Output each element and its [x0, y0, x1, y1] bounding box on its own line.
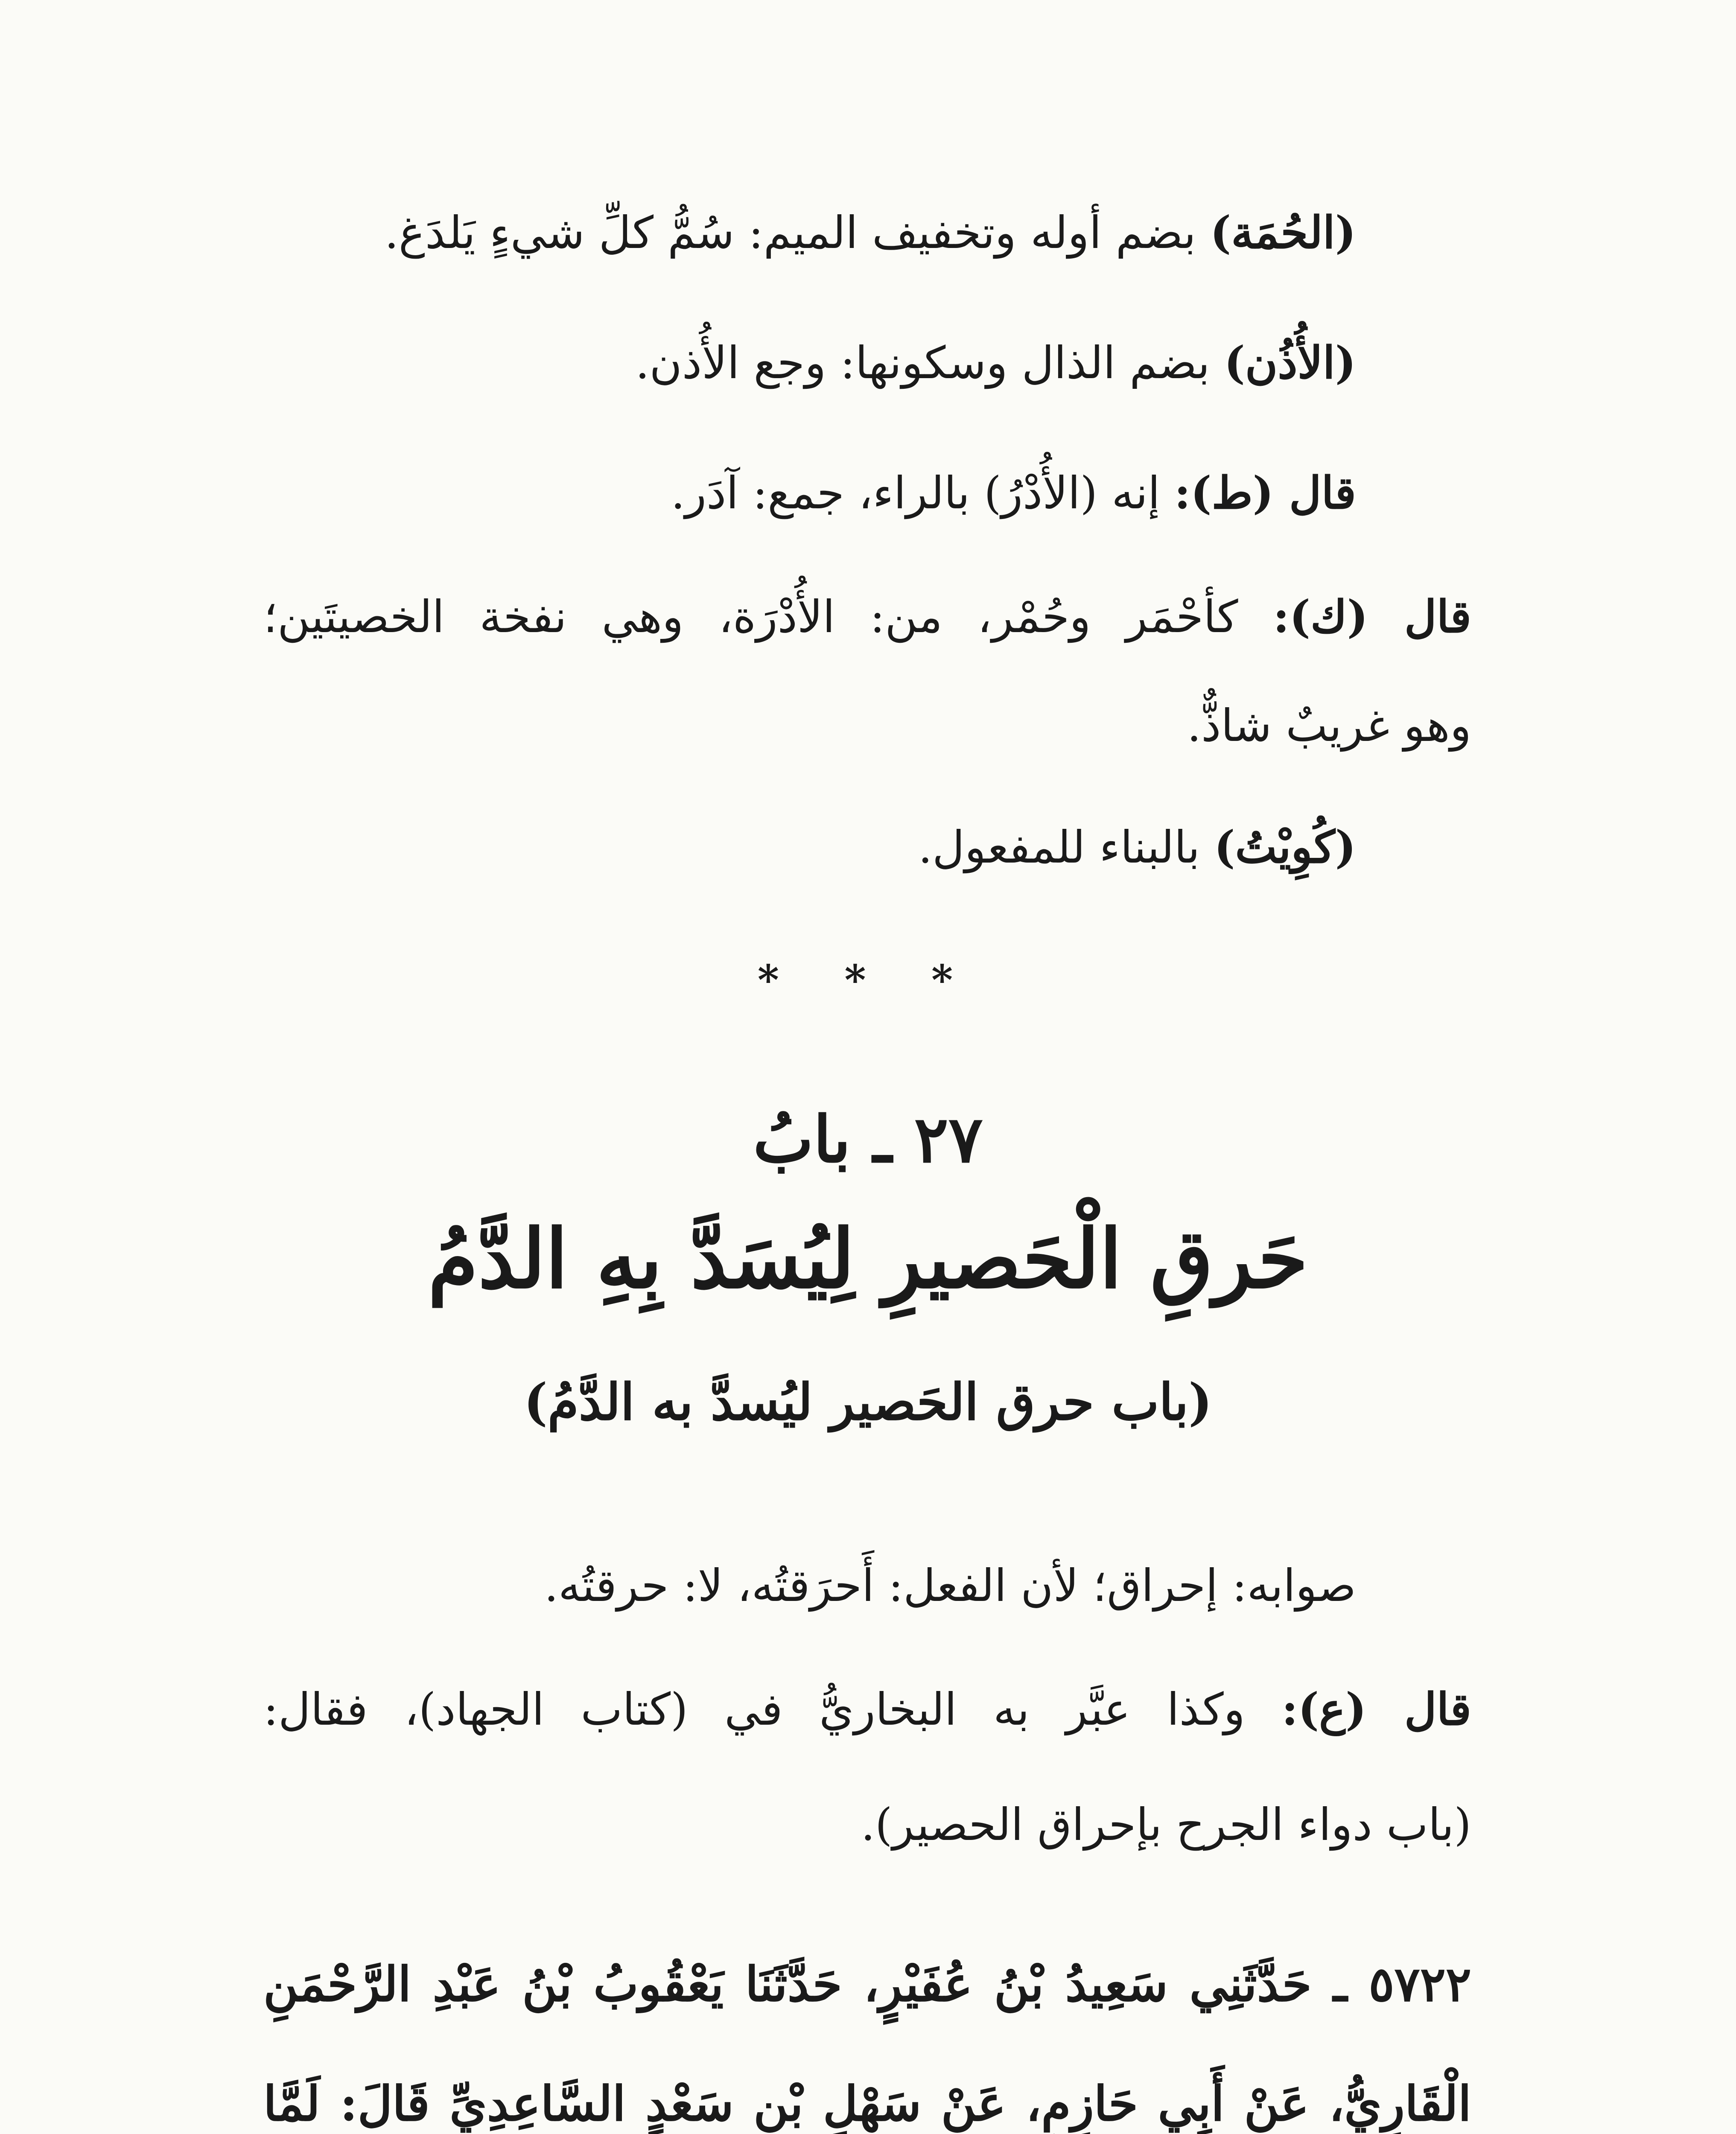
note-text: بضم الذال وسكونها: وجع الأُذن.: [635, 337, 1224, 389]
commentary-text: وكذا عبَّر به البخاريُّ في (كتاب الجهاد)، فقال:: [263, 1683, 1282, 1735]
note-term: قال (ط):: [1174, 466, 1356, 519]
note-text: وهو غريبٌ شاذٌّ.: [1187, 700, 1471, 752]
note-term: (الحُمَة): [1210, 206, 1356, 259]
note-term: قال (ك):: [1273, 590, 1471, 643]
note-text: إنه (الأُدْرُ) بالراء، جمع: آدَر.: [671, 467, 1174, 519]
note-text: كأحْمَر وحُمْر، من: الأُدْرَة، وهي نفخة الخصيتَين؛: [263, 591, 1273, 643]
hadith-line-1: ٥٧٢٢ ـ حَدَّثَنِي سَعِيدُ بْنُ عُفَيْرٍ، حَدَّثَنَا يَعْقُوبُ بْنُ عَبْدِ الرَّحْمَنِ: [263, 1956, 1472, 2012]
chapter-title: حَرقِ الْحَصيرِ لِيُسَدَّ بِهِ الدَّمُ: [428, 1211, 1308, 1306]
commentary-text: صوابه: إحراق؛ لأن الفعل: أَحرَقتُه، لا: حرقتُه.: [544, 1560, 1356, 1612]
note-line-5: [263, 694, 1471, 758]
note-text: بالبناء للمفعول.: [918, 821, 1214, 873]
note-term: (الأُذُن): [1224, 336, 1356, 389]
chapter-subtitle: (باب حرق الحَصير ليُسدَّ به الدَّمُ): [523, 1372, 1213, 1431]
note-term: (كُوِيْتُ): [1214, 821, 1356, 873]
commentary-line-2: [263, 1677, 1471, 1741]
note-line-4: [263, 585, 1471, 649]
note-line-1: [263, 201, 1356, 265]
note-line-2: [263, 331, 1356, 395]
note-line-3: [263, 461, 1356, 525]
commentary-line-3: [263, 1793, 1471, 1857]
note-line-6: [263, 815, 1356, 879]
chapter-number: ٢٧ ـ بابُ: [753, 1102, 983, 1177]
commentary-line-1: [263, 1554, 1356, 1618]
commentary-text: (باب دواء الجرح بإحراق الحصير).: [861, 1799, 1471, 1851]
commentary-term: قال (ع):: [1281, 1683, 1471, 1735]
note-text: بضم أوله وتخفيف الميم: سُمُّ كلِّ شيءٍ يَلدَغ.: [384, 207, 1210, 259]
hadith-line-2: الْقَارِيُّ، عَنْ أَبِي حَازِمٍ، عَنْ سَهْلِ بْنِ سَعْدٍ السَّاعِدِيِّ قَالَ: لَمَّا: [263, 2076, 1471, 2132]
section-separator: * * *: [757, 956, 979, 1004]
